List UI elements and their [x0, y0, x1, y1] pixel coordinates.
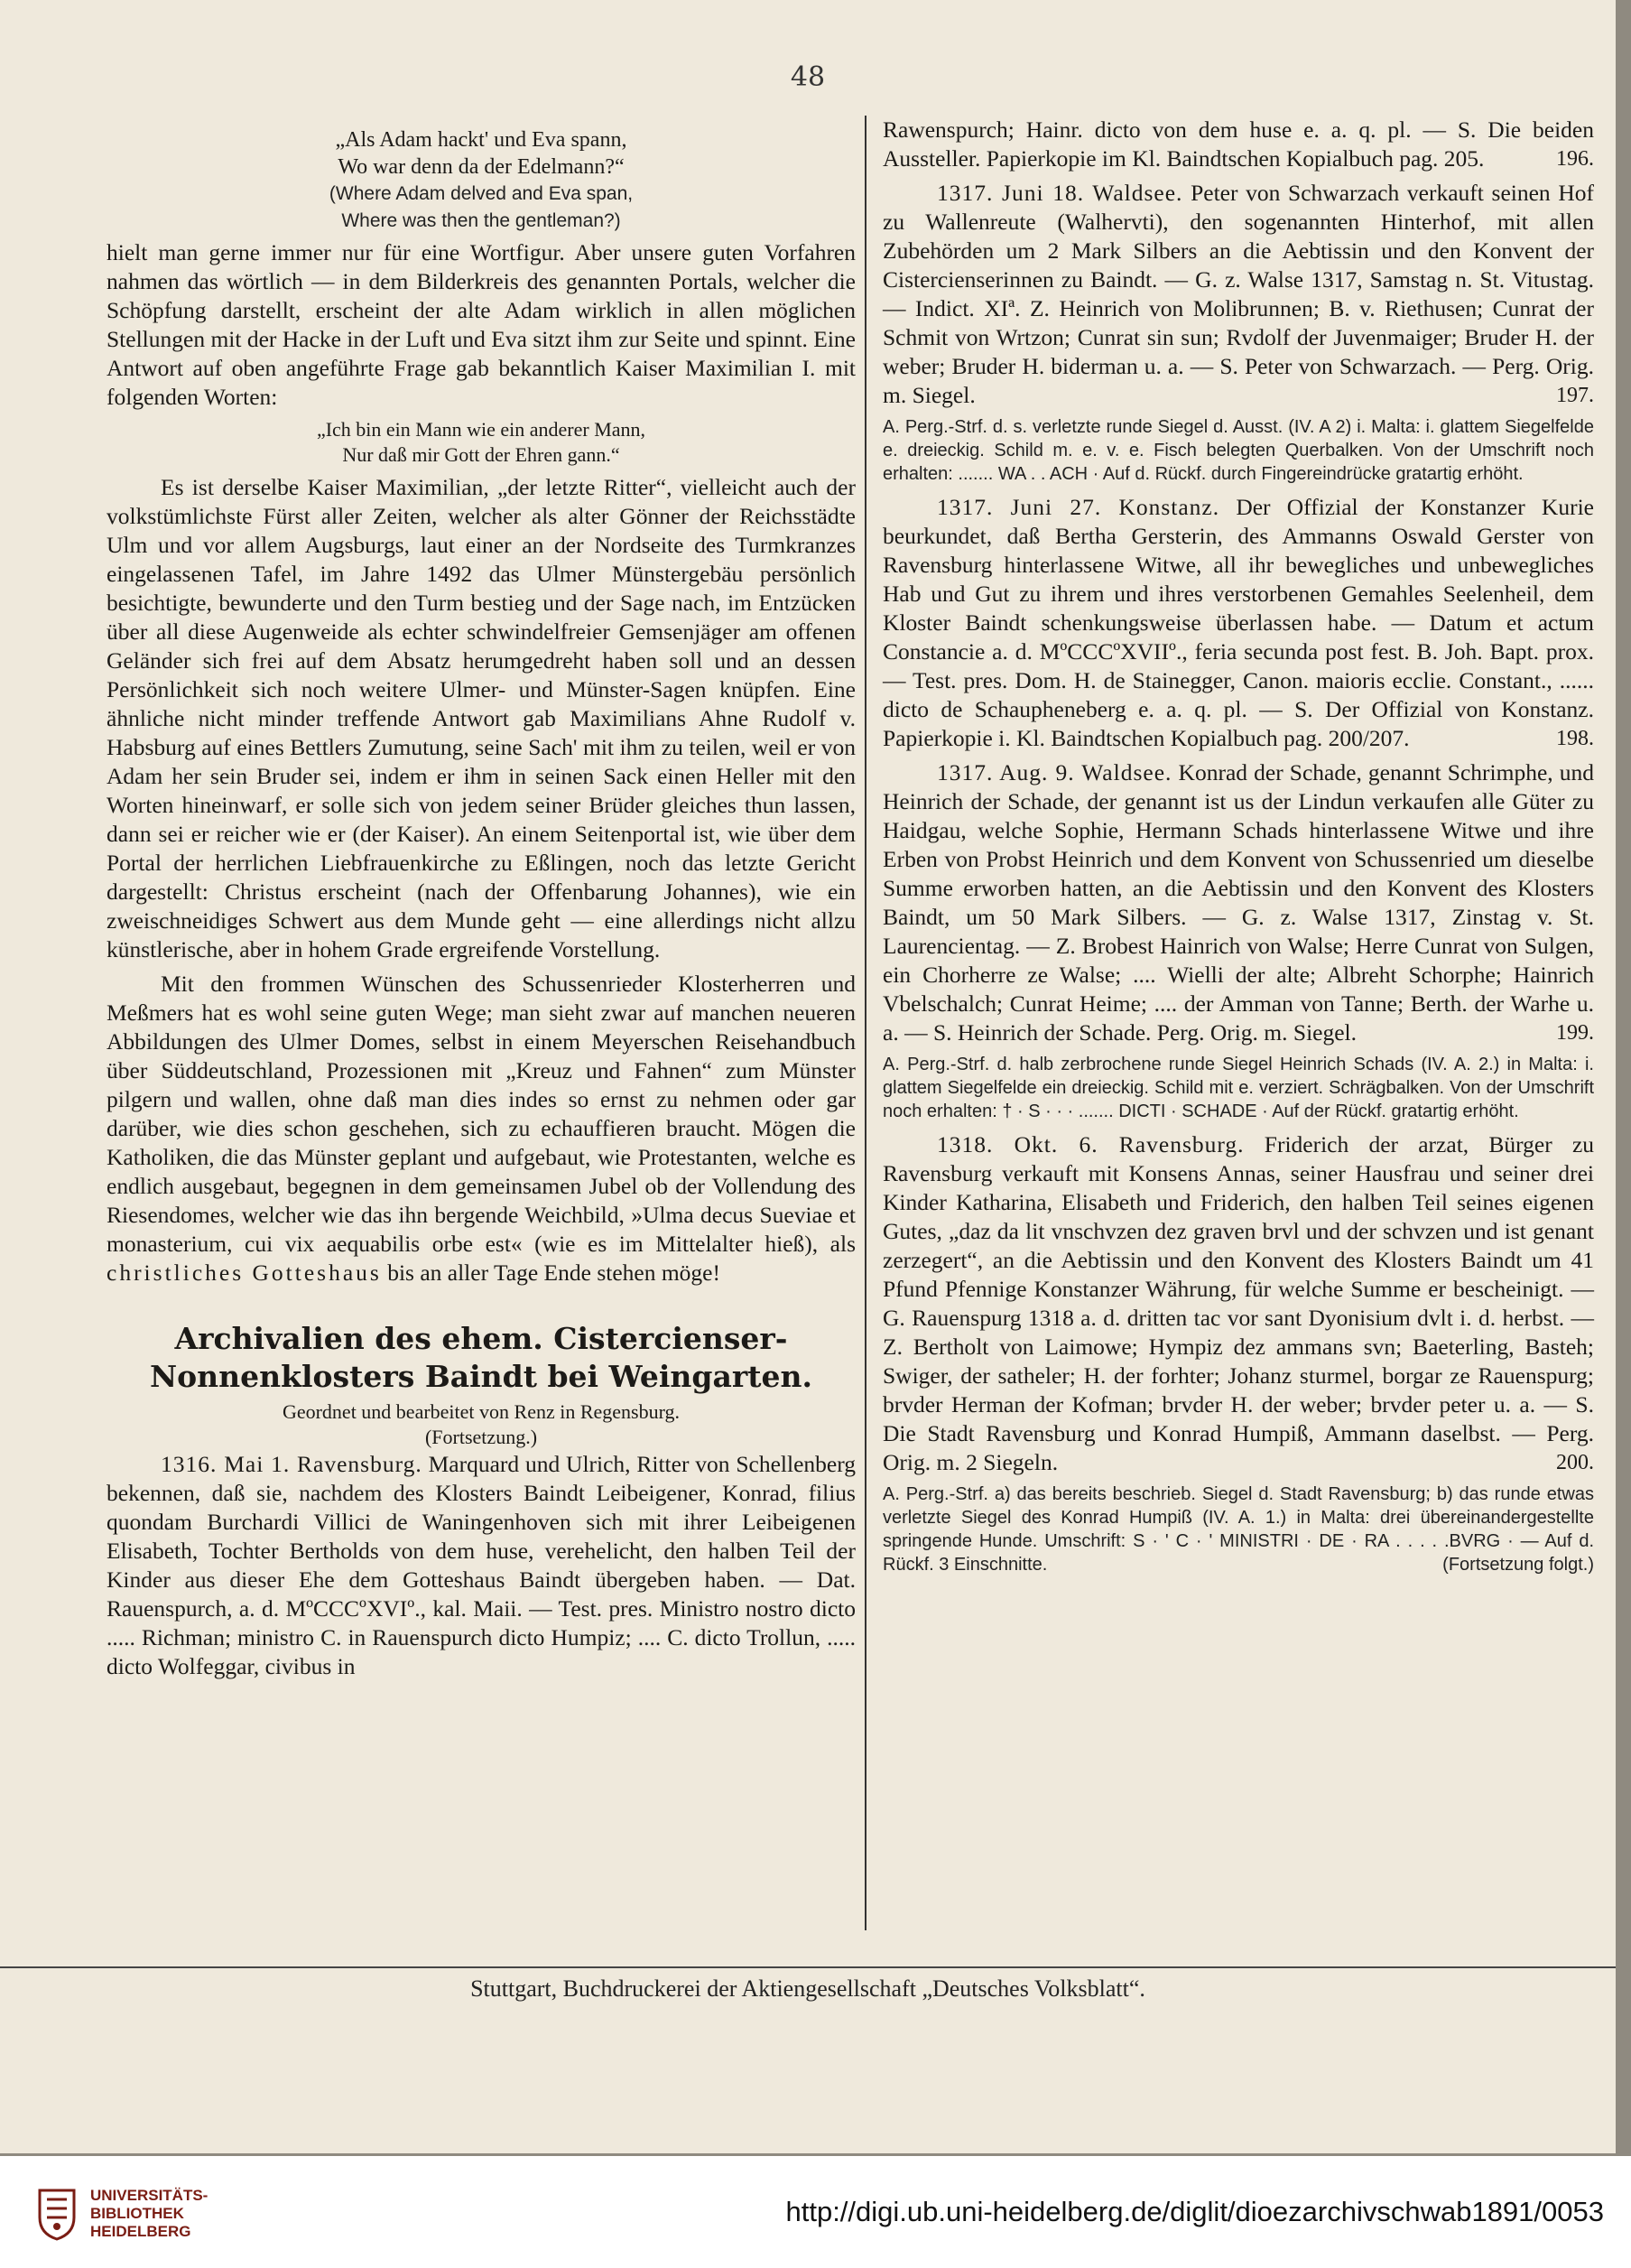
library-name-line: BIBLIOTHEK: [90, 2205, 184, 2222]
entry-heading: 1317. Aug. 9. Waldsee.: [937, 759, 1172, 785]
printer-imprint: Stuttgart, Buchdruckerei der Aktiengesellschaft „Deutsches Volksblatt“.: [0, 1966, 1616, 2003]
verse-line: Wo war denn da der Edelmann?“: [338, 155, 625, 179]
verse-line: „Ich bin ein Mann wie ein anderer Mann,: [316, 418, 646, 441]
entry-heading: 1318. Okt. 6. Ravensburg.: [937, 1131, 1245, 1157]
right-column: [865, 116, 1594, 1930]
university-seal-icon: [36, 2187, 78, 2241]
entry-text: Friderich der arzat, Bürger zu Ravensburg verkauft mit Konsens Annas, seiner Hausfrau und seiner drei Kinder Katharina, Elisabeth und Friderich, den halben Teil seines eigenen Gutes, „daz da lit vnschvzen dez graven brvl und der schvzen und ist genant zerzegert“, an die Aebtissin und den Konvent des Klosters Baindt um 41 Pfund Pfennige Konstanzer Währung, für welche Summe er bescheinigt. — G. Rauenspurg 1318 a. d. dritten tac vor sant Dyonisium dvlt i. d. herbst. — Z. Bertholt von Laimowe; Hympiz dez ammans svn; Baeterling, Basteh; Swiger, der satheler; H. der forhter; Johanz sturmel, borgar ze Rauenspurg; brvder Herman der Kofman; brvder H. der weber; brvder peter u. a. — S. Die Stadt Ravensburg und Konrad Humpiß, Ammann daselbst. — Perg. Orig. m. 2 Siegeln.: [883, 1131, 1595, 1475]
paragraph: Es ist derselbe Kaiser Maximilian, „der letzte Ritter“, vielleicht auch der volkstümlichste Fürst aller Zeiten, welcher als alter Gönner der Reichsstädte Ulm und vor allem Augsburgs, laut einer an der Nordseite des Turmkranzes eingelassenen Tafel, im Jahre 1492 das Ulmer Münstergebäu persönlich besichtigte, bewunderte und den Turm bestieg und der Sage nach, im Entzücken über all diese Augenweide als echter schwindelfreier Gemsenjäger am offenen Geländer sich frei auf dem Absatz herumgedreht haben soll und an dessen Persönlichkeit sich noch weitere Ulmer- und Münster-Sagen knüpfen. Eine ähnliche nicht minder treffende Antwort gab Maximilians Ahne Rudolf v. Habsburg auf eines Bettlers Zumutung, seine Sach' mit ihm zu teilen, weil er von Adam her sein Bruder sei, indem er ihm in seinen Sack einen Heller mit den Worten hineinwarf, er solle sich von jedem seiner Brüder gleiches thun lassen, dann sei er reicher wie er (der Kaiser). An einem Seitenportal ist, wie über dem Portal der herrlichen Liebfrauenkirche zu Eßlingen, noch das letzte Gericht dargestellt: Christus erscheint (nach der Offenbarung Johannes), wie ein zweischneidiges Schwert aus dem Munde geht — eine allerdings nicht allzu künstlerische, aber in hohem Grade ergreifende Vorstellung.: [107, 474, 856, 962]
source-url-link[interactable]: http://digi.ub.uni-heidelberg.de/diglit/dioezarchivschwab1891/0053: [785, 2196, 1604, 2227]
library-name: [90, 2187, 208, 2241]
maximilian-verse: [107, 417, 856, 468]
archive-entry: [883, 116, 1594, 173]
section-byline: Geordnet und bearbeitet von Renz in Regensburg.: [282, 1400, 681, 1423]
entry-number: 200.: [1556, 1451, 1594, 1474]
archive-entry: [883, 179, 1594, 410]
entry-number: 199.: [1556, 1021, 1594, 1045]
entry-heading: 1316. Mai 1. Ravensburg.: [161, 1451, 422, 1477]
library-footer: [0, 2156, 1631, 2268]
seal-note-text: A. Perg.-Strf. a) das bereits beschrieb. Siegel d. Stadt Ravensburg; b) das runde etwas verletzte Siegel des Konrad Humpiß (IV. A. 1.) in Malta: drei übereinandergestellte springende Hunde. Umschrift: S · ' C · ' MINISTRI · DE · RA . . . . .BVRG · — Auf d. Rückf. 3 Einschnitte.: [883, 1484, 1594, 1575]
verse-line: „Als Adam hackt' und Eva spann,: [335, 128, 627, 152]
page-number: 48: [790, 61, 826, 93]
verse-english-line: Where was then the gentleman?): [341, 210, 621, 231]
left-column: [107, 126, 856, 1687]
entry-number: 197.: [1556, 384, 1594, 407]
entry-text: Peter von Schwarzach verkauft seinen Hof zu Wallenreute (Walhervti), den sogenannten Hinterhof, mit allen Zubehörden um 2 Mark Silbers an die Aebtissin und den Konvent der Cistercienserinnen zu Baindt. — G. z. Walse 1317, Samstag n. St. Vitustag. — Indict. XIª. Z. Heinrich von Molibrunnen; B. v. Riethusen; Cunrat der Schmit von Wrtzon; Cunrat sin sun; Rvdolf der Juvenmaiger; Bruder H. der weber; Bruder H. biderman u. a. — S. Peter von Schwarzach. — Perg. Orig. m. Siegel.: [883, 180, 1594, 408]
section-heading: Archivalien des ehem. Cistercienser-Nonnenklosters Baindt bei Weingarten.: [150, 1321, 812, 1394]
entry-text: Marquard und Ulrich, Ritter von Schellenberg bekennen, daß sie, nachdem des Klosters Baindt Leibeigener, Konrad, filius quondam Burchardi Villici de Waningenhoven sich mit ihrer Leibeigenen Elisabeth, Tochter Bertholds von dem huse, verehelicht, den halben Teil der Kinder aus dieser Ehe dem Gotteshaus Baindt übergeben haben. — Dat. Rauenspurch, a. d. MºCCCºXVIº., kal. Maii. — Test. pres. Ministro nostro dicto ..... Richman; ministro C. in Rauenspurch dicto Humpiz; .... C. dicto Trollun, ..... dicto Wolfeggar, civibus in: [107, 1451, 856, 1679]
verse-english-line: (Where Adam delved and Eva span,: [329, 183, 634, 204]
archive-entry: [883, 758, 1594, 1047]
entry-heading: 1317. Juni 27. Konstanz.: [937, 494, 1220, 520]
entry-text: Rawenspurch; Hainr. dicto von dem huse e. a. q. pl. — S. Die beiden Aussteller. Papierkopie im Kl. Baindtschen Kopialbuch pag. 205.: [883, 116, 1594, 172]
entry-text: Konrad der Schade, genannt Schrimphe, und Heinrich der Schade, der genannt ist us der Lindun verkaufen alle Güter zu Haidgau, welche Sophie, Hermann Schads hinterlassene Witwe und ihre Erben von Probst Heinrich und dem Konvent von Schussenried um dieselbe Summe erworben hatten, an die Aebtissin und den Konvent des Klosters Baindt, um 50 Mark Silbers. — G. z. Walse 1317, Zinstag v. St. Laurencientag. — Z. Brobest Hainrich von Walse; Herre Cunrat von Sulgen, ein Chorherre ze Walse; .... Wielli der alte; Albreht Schorphe; Hainrich Vbelschalch; Cunrat Heime; .... der Amman von Tanne; Berth. der Warhe u. a. — S. Heinrich der Schade. Perg. Orig. m. Siegel.: [883, 759, 1595, 1046]
library-name-line: HEIDELBERG: [90, 2223, 191, 2240]
archive-entry: [883, 493, 1594, 753]
entry-text: Der Offizial der Konstanzer Kurie beurkundet, daß Bertha Gersterin, des Ammanns Oswald Gerster von Ravensburg hinterlassene Witwe, all ihr bewegliches und unbewegliches Hab und Gut zu ihrem und ihres verstorbenen Gemahles Seelenheil, dem Kloster Baindt schenkungsweise überlassen habe. — Datum et actum Constancie a. d. MºCCCºXVIIº., feria secunda post fest. B. Joh. Bapt. prox. — Test. pres. Dom. H. de Stainegger, Canon. maioris ecclie. Constant., ...... dicto de Schaupheneberg e. a. q. pl. — S. Der Offizial von Konstanz. Papierkopie i. Kl. Baindtschen Kopialbuch pag. 200/207.: [883, 494, 1594, 751]
entry-number: 198.: [1556, 727, 1594, 750]
verse-line: Nur daß mir Gott der Ehren gann.“: [342, 443, 620, 466]
paragraph: hielt man gerne immer nur für eine Wortfigur. Aber unsere guten Vorfahren nahmen das wörtlich — in dem Bilderkreis des genannten Portals, welcher die Schöpfung darstellt, erscheint der alte Adam wirklich in allen möglichen Stellungen mit der Hacke in der Luft und Eva sitzt ihm zur Seite und spinnt. Eine Antwort auf oben angeführte Frage gab bekanntlich Kaiser Maximilian I. mit folgenden Worten:: [107, 239, 856, 410]
entry-heading: 1317. Juni 18. Waldsee.: [937, 180, 1183, 206]
seal-note: A. Perg.-Strf. d. s. verletzte runde Siegel d. Ausst. (IV. A 2) i. Malta: i. glattem Siegelfelde e. dreieckig. Schild m. e. v. e. Fisch belegten Querbalken. Von der Umschrift noch erhalten: ....... WA . . ACH · Auf d. Rückf. durch Fingereindrücke gratartig erhöht.: [883, 417, 1594, 484]
emphasized-text: christliches Gotteshaus: [107, 1259, 382, 1286]
paragraph-text: bis an aller Tage Ende stehen möge!: [387, 1259, 720, 1286]
seal-note: [883, 1483, 1594, 1576]
archive-entry: [107, 1450, 856, 1681]
adam-eva-verse: [107, 126, 856, 235]
continuation-note: (Fortsetzung.): [424, 1426, 538, 1448]
archive-entry: [883, 1130, 1594, 1477]
entry-number: 196.: [1556, 147, 1594, 171]
paragraph: [107, 970, 856, 1287]
paragraph-text: Mit den frommen Wünschen des Schussenrieder Klosterherren und Meßmers hat es wohl seine guten Wege; man sieht zwar auf manchen neueren Abbildungen des Ulmer Domes, selbst in einem Meyerschen Reisehandbuch über Süddeutschland, Prozessionen mit „Kreuz und Fahnen“ zum Münster pilgern und wallen, ohne daß man dies indes so ernst zu nehmen oder gar darüber, wie dies schon geschehen, sich zu echauffieren braucht. Mögen die Katholiken, die das Münster geplant und aufgebaut, wie Protestanten, welche es endlich ausgebaut, begegnen in dem gemeinsamen Jubel ob der Vollendung des Riesendomes, welcher wie das ihn bergende Weichbild, »Ulma decus Sueviae et monasterium, cui vix aequabilis orbe est« (wie es im Mittelalter hieß), als: [107, 971, 856, 1257]
library-logo[interactable]: [36, 2187, 208, 2241]
seal-note: A. Perg.-Strf. d. halb zerbrochene runde Siegel Heinrich Schads (IV. A. 2.) in Malta: i. glattem Siegelfelde ein dreieckig. Schild mit e. verziert. Schrägbalken. Von der Umschrift noch erhalten: † · S · · · ....... DICTI · SCHADE · Auf der Rückf. gratartig erhöht.: [883, 1055, 1594, 1121]
continued-note: (Fortsetzung folgt.): [1442, 1555, 1594, 1575]
library-name-line: UNIVERSITÄTS-: [90, 2187, 209, 2204]
